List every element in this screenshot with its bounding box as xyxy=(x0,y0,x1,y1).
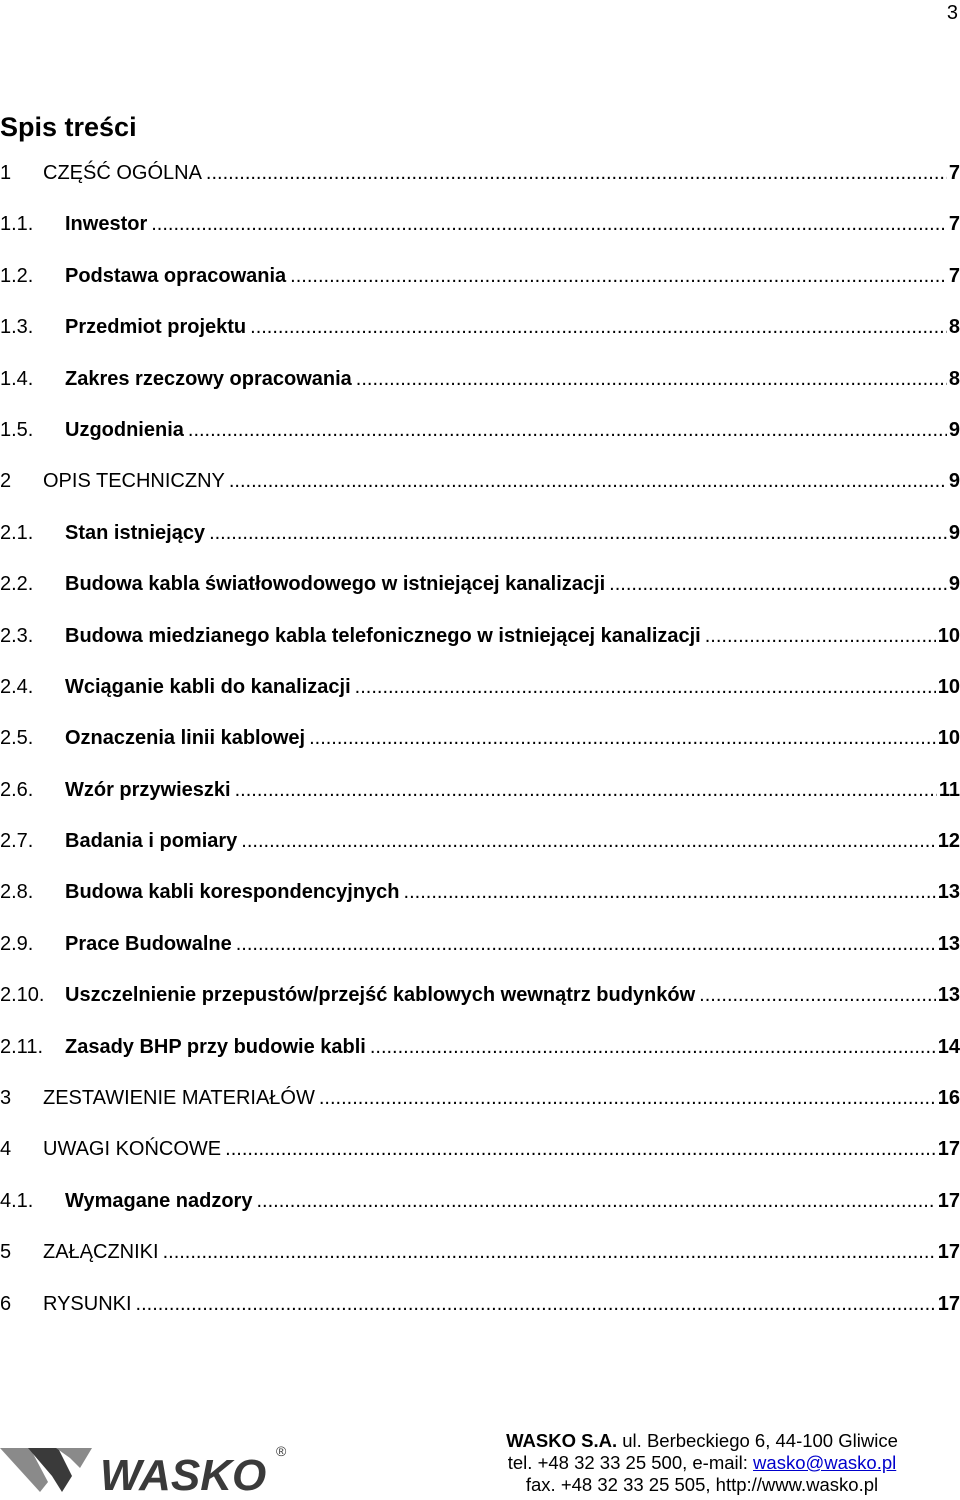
toc-entry-title: Podstawa opracowania xyxy=(65,264,287,287)
toc-entry-title: UWAGI KOŃCOWE xyxy=(43,1138,222,1161)
toc-entry-page: 17 xyxy=(937,1292,960,1315)
toc-entry-number: 2.6. xyxy=(0,778,34,801)
toc-dot-leader xyxy=(236,926,936,962)
toc-entry-page: 7 xyxy=(948,213,960,236)
toc-entry-title: Uzgodnienia xyxy=(65,418,184,441)
toc-entry-page: 17 xyxy=(937,1241,960,1264)
toc-dot-leader xyxy=(225,1131,936,1167)
toc-entry-title: Zasady BHP przy budowie kabli xyxy=(65,1035,366,1058)
toc-entry-title: OPIS TECHNICZNY xyxy=(43,470,225,493)
toc-entry-number: 2.4. xyxy=(0,675,34,698)
toc-entry-number: 1.2. xyxy=(0,264,34,287)
toc-dot-leader xyxy=(699,977,936,1013)
toc-dot-leader xyxy=(356,361,947,397)
toc-entry-page: 10 xyxy=(937,624,960,647)
toc-entry-number: 5 xyxy=(0,1241,12,1264)
table-of-contents xyxy=(0,155,960,1337)
toc-entry-number: 2.3. xyxy=(0,624,34,647)
toc-entry-number: 1.3. xyxy=(0,316,34,339)
toc-entry-number: 1.5. xyxy=(0,418,34,441)
email-link[interactable]: wasko@wasko.pl xyxy=(753,1452,897,1473)
toc-entry[interactable] xyxy=(0,720,960,771)
wasko-emblem-icon xyxy=(0,1448,92,1492)
toc-entry[interactable] xyxy=(0,566,960,617)
toc-entry-page: 8 xyxy=(948,316,960,339)
toc-entry-page: 9 xyxy=(948,470,960,493)
toc-entry-number: 2.1. xyxy=(0,521,34,544)
toc-entry-page: 14 xyxy=(937,1035,960,1058)
toc-entry-page: 16 xyxy=(937,1087,960,1110)
toc-dot-leader xyxy=(370,1029,936,1065)
toc-entry-title: Budowa miedzianego kabla telefonicznego w istniejącej kanalizacji xyxy=(65,624,701,647)
footer-address xyxy=(482,1430,922,1496)
toc-dot-leader xyxy=(188,412,947,448)
toc-dot-leader xyxy=(319,1080,936,1116)
toc-entry[interactable] xyxy=(0,515,960,566)
wasko-logo xyxy=(0,1440,300,1500)
toc-entry[interactable] xyxy=(0,618,960,669)
toc-entry-page: 17 xyxy=(937,1138,960,1161)
toc-entry[interactable] xyxy=(0,926,960,977)
toc-entry[interactable] xyxy=(0,1131,960,1182)
toc-entry-number: 2 xyxy=(0,470,12,493)
toc-entry-page: 13 xyxy=(937,932,960,955)
tel-text: tel. +48 32 33 25 500, e-mail: xyxy=(507,1452,754,1473)
toc-entry-page: 9 xyxy=(948,573,960,596)
toc-entry-title: Inwestor xyxy=(65,213,148,236)
toc-dot-leader xyxy=(355,669,936,705)
toc-entry[interactable] xyxy=(0,361,960,412)
toc-entry-title: Wciąganie kabli do kanalizacji xyxy=(65,675,351,698)
toc-entry-title: Stan istniejący xyxy=(65,521,206,544)
toc-entry-page: 7 xyxy=(948,162,960,184)
toc-dot-leader xyxy=(309,720,936,756)
toc-entry-page: 11 xyxy=(938,778,960,801)
toc-dot-leader xyxy=(136,1286,936,1322)
toc-entry-page: 10 xyxy=(937,675,960,698)
toc-entry-title: Badania i pomiary xyxy=(65,830,238,853)
toc-entry-page: 12 xyxy=(937,830,960,853)
toc-dot-leader xyxy=(256,1183,935,1219)
toc-entry-title: CZĘŚĆ OGÓLNA xyxy=(43,162,202,184)
fax-line: fax. +48 32 33 25 505, http://www.wasko.pl xyxy=(525,1474,879,1495)
toc-dot-leader xyxy=(241,823,935,859)
toc-dot-leader xyxy=(404,874,936,910)
toc-entry-number: 2.9. xyxy=(0,932,34,955)
toc-entry-number: 2.11. xyxy=(0,1035,43,1058)
toc-dot-leader xyxy=(209,515,947,551)
toc-entry-title: Oznaczenia linii kablowej xyxy=(65,727,306,750)
toc-entry-number: 6 xyxy=(0,1292,12,1315)
toc-dot-leader xyxy=(206,155,947,191)
toc-entry[interactable] xyxy=(0,309,960,360)
street-address: ul. Berbeckiego 6, 44-100 Gliwice xyxy=(622,1430,898,1451)
toc-entry-number: 2.2. xyxy=(0,573,34,596)
toc-title: Spis treści xyxy=(0,112,137,142)
company-name: WASKO S.A. xyxy=(506,1430,618,1451)
toc-entry[interactable] xyxy=(0,463,960,514)
toc-entry[interactable] xyxy=(0,1080,960,1131)
page-number: 3 xyxy=(946,2,958,24)
logo-text: WASKO xyxy=(100,1451,267,1500)
toc-entry-number: 4 xyxy=(0,1138,12,1161)
toc-entry-number: 2.8. xyxy=(0,881,34,904)
toc-entry-title: Przedmiot projektu xyxy=(65,316,247,339)
toc-entry-number: 1.4. xyxy=(0,367,34,390)
toc-entry-number: 4.1. xyxy=(0,1189,34,1212)
toc-entry-page: 10 xyxy=(937,727,960,750)
toc-dot-leader xyxy=(705,618,936,654)
toc-entry-number: 2.7. xyxy=(0,830,34,853)
toc-entry-title: Budowa kabla światłowodowego w istniejącej kanalizacji xyxy=(65,573,606,596)
toc-entry[interactable] xyxy=(0,1183,960,1234)
toc-entry[interactable] xyxy=(0,1286,960,1337)
toc-dot-leader xyxy=(609,566,947,602)
toc-entry[interactable] xyxy=(0,977,960,1028)
toc-entry-number: 1.1. xyxy=(0,213,34,236)
toc-entry-title: Uszczelnienie przepustów/przejść kablowych wewnątrz budynków xyxy=(65,984,696,1007)
toc-entry-number: 3 xyxy=(0,1087,12,1110)
toc-entry[interactable] xyxy=(0,823,960,874)
toc-entry-page: 13 xyxy=(937,881,960,904)
toc-entry[interactable] xyxy=(0,669,960,720)
toc-entry[interactable] xyxy=(0,874,960,925)
toc-dot-leader xyxy=(163,1234,936,1270)
toc-entry[interactable] xyxy=(0,258,960,309)
toc-entry[interactable] xyxy=(0,1234,960,1285)
address-line-2 xyxy=(482,1452,922,1474)
toc-entry-number: 2.10. xyxy=(0,984,45,1007)
toc-entry-title: Zakres rzeczowy opracowania xyxy=(65,367,352,390)
toc-entry-page: 17 xyxy=(937,1189,960,1212)
toc-entry-number: 2.5. xyxy=(0,727,34,750)
toc-dot-leader xyxy=(290,258,947,294)
toc-entry[interactable] xyxy=(0,155,960,206)
toc-entry-page: 8 xyxy=(948,367,960,390)
logo-registered: ® xyxy=(276,1443,287,1459)
toc-entry-page: 9 xyxy=(948,418,960,441)
toc-dot-leader xyxy=(235,772,937,808)
toc-entry-title: ZAŁĄCZNIKI xyxy=(43,1241,159,1264)
toc-dot-leader xyxy=(250,309,947,345)
toc-entry-title: Wzór przywieszki xyxy=(65,778,231,801)
toc-dot-leader xyxy=(229,463,947,499)
toc-entry[interactable] xyxy=(0,1029,960,1080)
toc-entry-title: RYSUNKI xyxy=(43,1292,132,1315)
toc-entry[interactable] xyxy=(0,412,960,463)
toc-entry-title: ZESTAWIENIE MATERIAŁÓW xyxy=(43,1087,315,1110)
toc-entry[interactable] xyxy=(0,206,960,257)
toc-entry-page: 7 xyxy=(948,264,960,287)
toc-entry[interactable] xyxy=(0,772,960,823)
toc-entry-page: 13 xyxy=(937,984,960,1007)
toc-entry-title: Prace Budowalne xyxy=(65,932,232,955)
toc-entry-page: 9 xyxy=(948,521,960,544)
toc-dot-leader xyxy=(151,206,947,242)
toc-entry-title: Wymagane nadzory xyxy=(65,1189,253,1212)
toc-entry-number: 1 xyxy=(0,162,12,184)
toc-entry-title: Budowa kabli korespondencyjnych xyxy=(65,881,400,904)
address-line-1 xyxy=(482,1430,922,1452)
